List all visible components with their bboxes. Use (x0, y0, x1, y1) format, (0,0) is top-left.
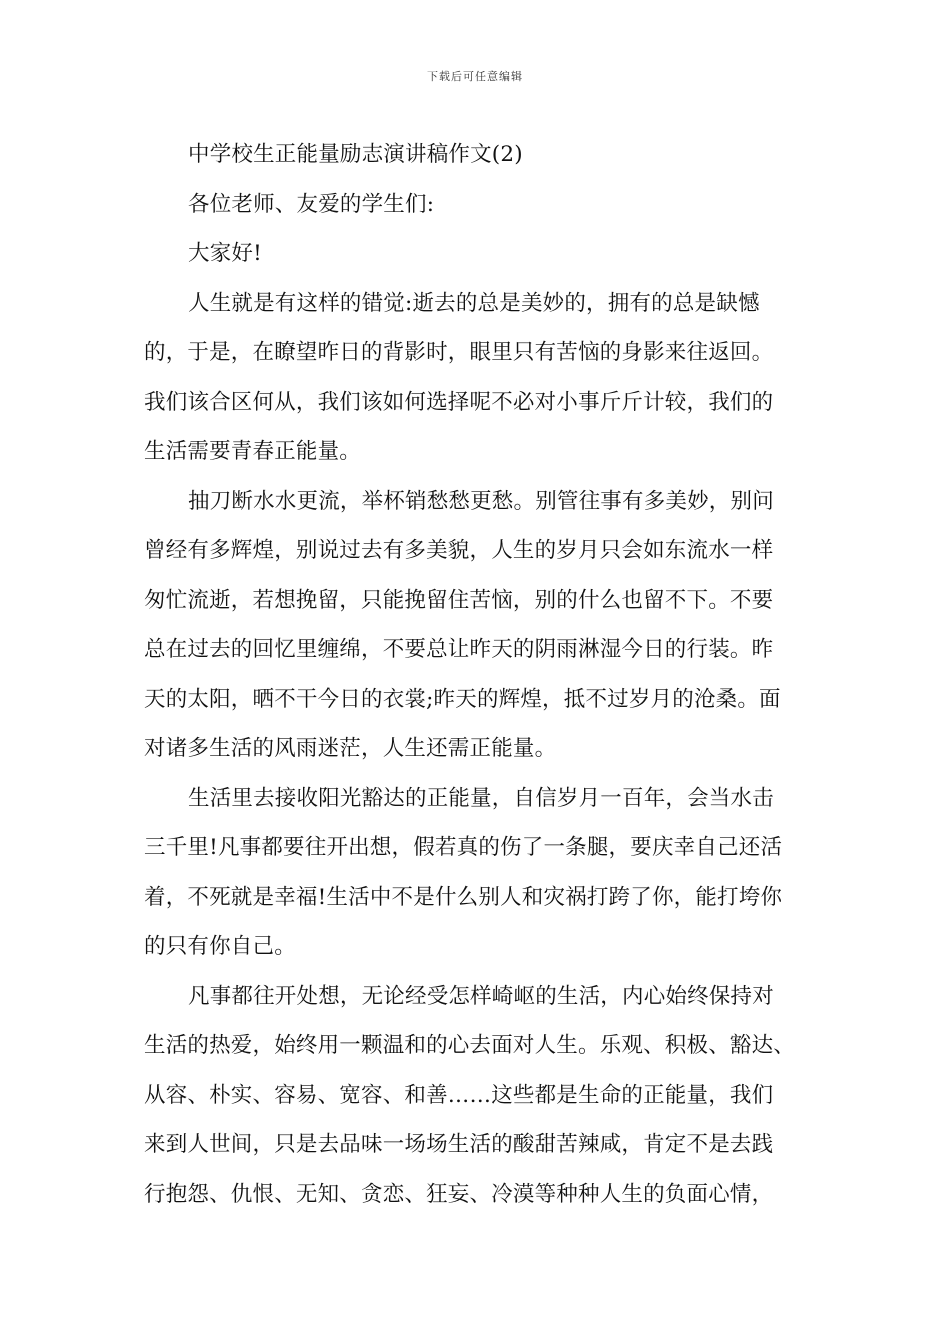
paragraph-line: 抽刀断水水更流，举杯销愁愁更愁。别管往事有多美妙，别问 (188, 488, 774, 514)
paragraph-line: 总在过去的回忆里缠绵，不要总让昨天的阴雨淋湿今日的行装。昨 (144, 637, 774, 662)
paragraph-line: 行抱怨、仇恨、无知、贪恋、狂妄、冷漠等种种人生的负面心情， (144, 1181, 774, 1207)
paragraph-line: 对诸多生活的风雨迷茫，人生还需正能量。 (144, 736, 557, 761)
document-title: 中学校生正能量励志演讲稿作文(2) (188, 142, 523, 167)
paragraph-line: 凡事都往开处想，无论经受怎样崎岖的生活，内心始终保持对 (188, 983, 774, 1009)
paragraph-line: 来到人世间，只是去品味一场场生活的酸甜苦辣咸，肯定不是去践 (144, 1132, 774, 1157)
paragraph-line: 曾经有多辉煌，别说过去有多美貌，人生的岁月只会如东流水一样 (144, 538, 774, 563)
paragraph-line: 着，不死就是幸福!生活中不是什么别人和灾祸打跨了你，能打垮你 (144, 884, 783, 910)
paragraph-line: 的，于是，在瞭望昨日的背影时，眼里只有苦恼的身影来往返回。 (144, 340, 774, 365)
paragraph-line: 三千里!凡事都要往开出想，假若真的伤了一条腿，要庆幸自己还活 (144, 835, 783, 860)
paragraph-line: 人生就是有这样的错觉:逝去的总是美妙的，拥有的总是缺憾 (188, 290, 760, 316)
paragraph-1 (144, 279, 808, 477)
salutation: 各位老师、友爱的学生们: (188, 191, 435, 217)
paragraph-4 (144, 972, 808, 1220)
paragraph-line: 生活里去接收阳光豁达的正能量，自信岁月一百年，会当水击 (188, 785, 774, 811)
paragraph-line: 匆忙流逝，若想挽留，只能挽留住苦恼，别的什么也留不下。不要 (144, 587, 774, 613)
paragraph-line: 天的太阳，晒不干今日的衣裳;昨天的辉煌，抵不过岁月的沧桑。面 (144, 686, 781, 712)
paragraph-line: 的只有你自己。 (144, 934, 296, 959)
document-body (144, 130, 808, 1219)
page-header: 下载后可任意编辑 (427, 70, 523, 83)
paragraph-line: 生活需要青春正能量。 (144, 439, 362, 464)
paragraph-2 (144, 477, 808, 774)
greeting: 大家好! (188, 241, 262, 266)
paragraph-line: 我们该合区何从，我们该如何选择呢不必对小事斤斤计较，我们的 (144, 389, 774, 415)
paragraph-line: 从容、朴实、容易、宽容、和善……这些都是生命的正能量，我们 (144, 1082, 774, 1108)
paragraph-line: 生活的热爱，始终用一颗温和的心去面对人生。乐观、积极、豁达、 (144, 1033, 796, 1058)
paragraph-3 (144, 774, 808, 972)
